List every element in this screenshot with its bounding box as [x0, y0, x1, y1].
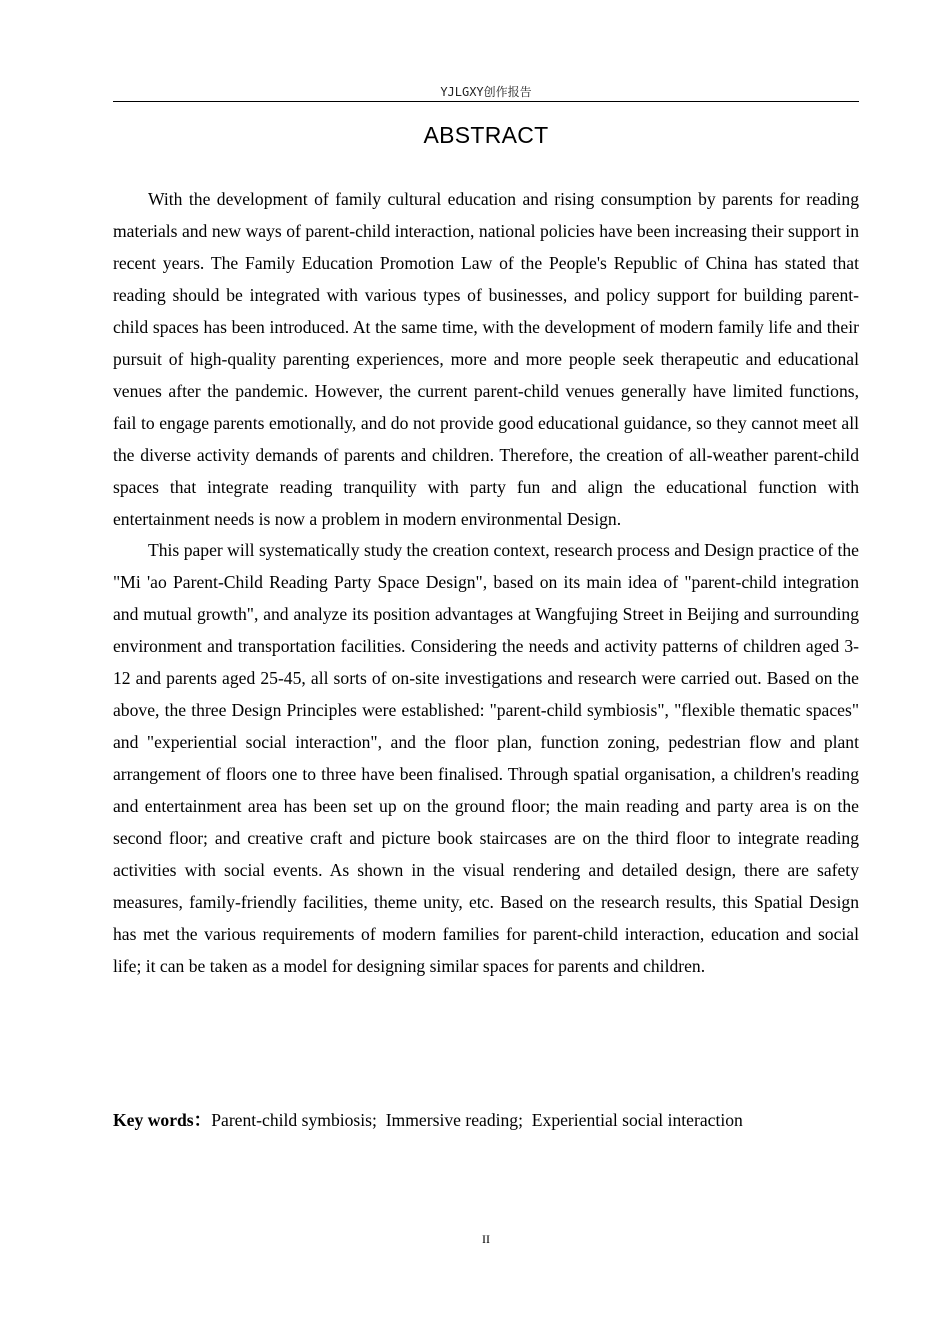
keyword-item: Immersive reading; — [385, 1110, 523, 1130]
running-header: YJLGXY创作报告 — [440, 85, 532, 99]
keywords-label: Key words： — [113, 1110, 212, 1130]
page-number: II — [482, 1232, 490, 1246]
keyword-item: Parent-child symbiosis; — [211, 1110, 377, 1130]
abstract-title: ABSTRACT — [423, 122, 549, 148]
keyword-item: Experiential social interaction — [531, 1110, 743, 1130]
abstract-body — [113, 184, 859, 983]
keywords-line — [113, 1104, 859, 1136]
abstract-paragraph-1: With the development of family cultural education and rising consumption by parents for reading materials and new ways of parent-child interaction, national policies have been increasing their support in recent years. The Family Education Promotion Law of the People's Republic of China has stated that reading should be integrated with various types of businesses, and policy support for building parent-child spaces has been introduced. At the same time, with the development of modern family life and their pursuit of high-quality parenting experiences, more and more people seek therapeutic and educational venues after the pandemic. However, the current parent-child venues generally have limited functions, fail to engage parents emotionally, and do not provide good educational guidance, so they cannot meet all the diverse activity demands of parents and children. Therefore, the creation of all-weather parent-child spaces that integrate reading tranquility with party fun and align the educational function with entertainment needs is now a problem in modern environmental Design. — [113, 189, 859, 529]
abstract-paragraph-2: This paper will systematically study the creation context, research process and Design practice of the "Mi 'ao Parent-Child Reading Party Space Design", based on its main idea of "parent-child integration and mutual growth", and analyze its position advantages at Wangfujing Street in Beijing and surrounding environment and transportation facilities. Considering the needs and activity patterns of children aged 3-12 and parents aged 25-45, all sorts of on-site investigations and research were carried out. Based on the above, the three Design Principles were established: "parent-child symbiosis", "flexible thematic spaces" and "experiential social interaction", and the floor plan, function zoning, pedestrian flow and plant arrangement of floors one to three have been finalised. Through spatial organisation, a children's reading and entertainment area has been set up on the ground floor; the main reading and party area is on the second floor; and creative craft and picture book staircases are on the third floor to integrate reading activities with social events. As shown in the visual rendering and detailed design, there are safety measures, family-friendly facilities, theme unity, etc. Based on the research results, this Spatial Design has met the various requirements of modern families for parent-child interaction, education and social life; it can be taken as a model for designing similar spaces for parents and children. — [113, 540, 859, 976]
header-divider — [113, 101, 859, 102]
